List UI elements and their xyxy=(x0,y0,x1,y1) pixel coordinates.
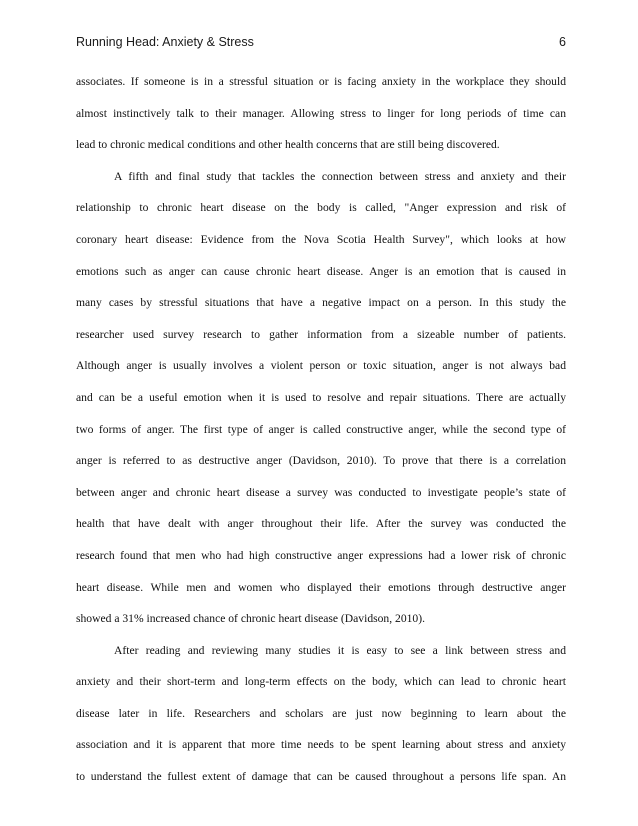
text-line: After reading and reviewing many studies it is easy to see a link between stress and xyxy=(114,643,566,657)
text-line: researcher used survey research to gather information from a sizeable number of patients. xyxy=(76,327,566,341)
text-line: lead to chronic medical conditions and other health concerns that are still being discovered. xyxy=(76,138,500,152)
text-line: many cases by stressful situations that have a negative impact on a person. In this study the xyxy=(76,296,566,310)
text-line: Although anger is usually involves a violent person or toxic situation, anger is not always bad xyxy=(76,359,566,373)
text-line: showed a 31% increased chance of chronic heart disease (Davidson, 2010). xyxy=(76,612,425,626)
text-line: to understand the fullest extent of damage that can be caused throughout a persons life span. An xyxy=(76,770,566,784)
running-header xyxy=(76,35,566,55)
text-line: between anger and chronic heart disease a survey was conducted to investigate people’s state of xyxy=(76,485,566,499)
text-line: A fifth and final study that tackles the connection between stress and anxiety and their xyxy=(114,169,566,183)
text-line: anxiety and their short-term and long-term effects on the body, which can lead to chronic heart xyxy=(76,675,566,689)
running-head-title: Running Head: Anxiety & Stress xyxy=(76,35,254,49)
text-line: health that have dealt with anger throughout their life. After the survey was conducted the xyxy=(76,517,566,531)
body-text xyxy=(76,66,566,793)
text-line: two forms of anger. The first type of anger is called constructive anger, while the second type of xyxy=(76,422,566,436)
text-line: association and it is apparent that more time needs to be spent learning about stress and anxiety xyxy=(76,738,566,752)
page-number: 6 xyxy=(559,35,566,49)
text-line: heart disease. While men and women who displayed their emotions through destructive anger xyxy=(76,580,566,594)
text-line: disease later in life. Researchers and scholars are just now beginning to learn about the xyxy=(76,706,566,720)
text-line: almost instinctively talk to their manager. Allowing stress to linger for long periods of time can xyxy=(76,106,566,120)
text-line: anger is referred to as destructive anger (Davidson, 2010). To prove that there is a correlation xyxy=(76,454,566,468)
text-line: relationship to chronic heart disease on the body is called, "Anger expression and risk of xyxy=(76,201,566,215)
text-line: associates. If someone is in a stressful situation or is facing anxiety in the workplace they should xyxy=(76,75,566,88)
text-line: emotions such as anger can cause chronic heart disease. Anger is an emotion that is caused in xyxy=(76,264,566,278)
text-line: research found that men who had high constructive anger expressions had a lower risk of chronic xyxy=(76,548,566,562)
text-line: and can be a useful emotion when it is used to resolve and repair situations. There are actually xyxy=(76,390,566,404)
text-line: coronary heart disease: Evidence from the Nova Scotia Health Survey", which looks at how xyxy=(76,232,566,246)
